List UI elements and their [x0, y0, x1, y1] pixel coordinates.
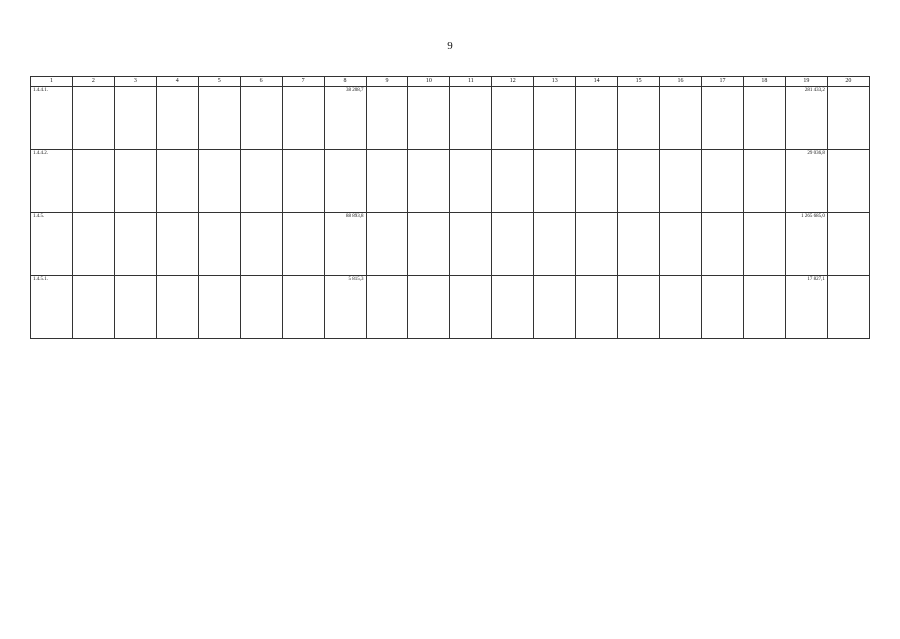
- col-header: 10: [408, 77, 450, 87]
- col-header: 4: [156, 77, 198, 87]
- table-row: [31, 149, 870, 212]
- col-header: 6: [240, 77, 282, 87]
- col-header: 5: [198, 77, 240, 87]
- col-header: 1: [31, 77, 73, 87]
- row-id: 1.4.4.1.: [31, 86, 73, 149]
- col-header: 19: [785, 77, 827, 87]
- total-last: 29 036,8: [785, 149, 827, 212]
- budget-table: [30, 76, 870, 339]
- col-header: 3: [114, 77, 156, 87]
- col-header: 16: [660, 77, 702, 87]
- col-header: 12: [492, 77, 534, 87]
- col-header: 9: [366, 77, 408, 87]
- col-header: 11: [450, 77, 492, 87]
- table-row: [31, 212, 870, 275]
- total-first: [324, 149, 366, 212]
- total-last: 1 265 685,0: [785, 212, 827, 275]
- row-id: 1.4.5.1.: [31, 275, 73, 338]
- total-first: 88 893,8: [324, 212, 366, 275]
- row-id: 1.4.5.: [31, 212, 73, 275]
- col-header: 18: [743, 77, 785, 87]
- table-row: [31, 86, 870, 149]
- total-last: 281 433,2: [785, 86, 827, 149]
- col-header: 14: [576, 77, 618, 87]
- col-header: 17: [702, 77, 744, 87]
- col-header: 2: [72, 77, 114, 87]
- table-row: [31, 275, 870, 338]
- col-header: 13: [534, 77, 576, 87]
- column-number-row: [31, 77, 870, 87]
- page-number: 9: [447, 40, 453, 52]
- total-last: 17 827,1: [785, 275, 827, 338]
- col-header: 7: [282, 77, 324, 87]
- row-id: 1.4.4.2.: [31, 149, 73, 212]
- col-header: 20: [827, 77, 869, 87]
- col-header: 15: [618, 77, 660, 87]
- total-first: 5 815,3: [324, 275, 366, 338]
- total-first: 38 208,7: [324, 86, 366, 149]
- col-header: 8: [324, 77, 366, 87]
